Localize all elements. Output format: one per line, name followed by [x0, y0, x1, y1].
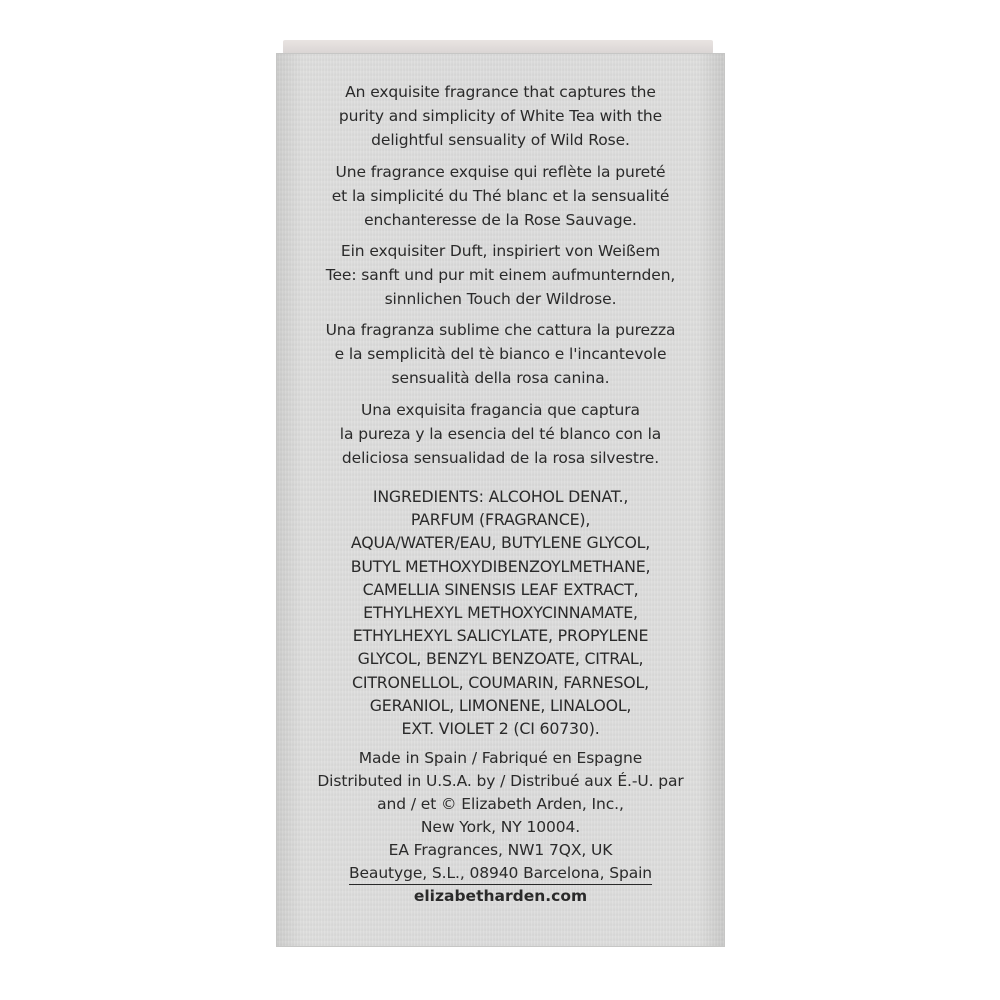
- ingredients-line: PARFUM (FRAGRANCE),: [410, 510, 591, 530]
- description-line: et la simplicité du Thé blanc et la sensualité: [331, 187, 670, 205]
- description-line: enchanteresse de la Rose Sauvage.: [364, 211, 637, 229]
- description-line: Ein exquisiter Duft, inspiriert von Weißem: [340, 242, 661, 260]
- description-line: deliciosa sensualidad de la rosa silvestre.: [341, 449, 660, 467]
- description-line: purity and simplicity of White Tea with the: [338, 107, 663, 125]
- ingredients-line: CITRONELLOL, COUMARIN, FARNESOL,: [352, 672, 649, 692]
- description-line: sinnlichen Touch der Wildrose.: [384, 290, 617, 308]
- description-spanish: [276, 398, 725, 470]
- ingredients-line: GLYCOL, BENZYL BENZOATE, CITRAL,: [357, 649, 644, 669]
- website-text: elizabetharden.com: [413, 887, 588, 905]
- website: [276, 884, 725, 908]
- ingredients-line: ETHYLHEXYL METHOXYCINNAMATE,: [363, 603, 638, 623]
- description-line: Una fragranza sublime che cattura la purezza: [325, 321, 676, 339]
- description-line: la pureza y la esencia del té blanco con la: [339, 425, 662, 443]
- description-line: Una exquisita fragancia que captura: [361, 401, 640, 419]
- manufacturer-line: Made in Spain / Fabriqué en Espagne: [358, 749, 643, 767]
- manufacturer-line: and / et © Elizabeth Arden, Inc.,: [377, 795, 624, 813]
- manufacturer-info: [276, 747, 725, 862]
- description-line: Une fragrance exquise qui reflète la pureté: [335, 163, 666, 181]
- ingredients-line: CAMELLIA SINENSIS LEAF EXTRACT,: [362, 579, 639, 599]
- manufacturer-line: EA Fragrances, NW1 7QX, UK: [388, 841, 613, 859]
- description-english: [276, 80, 725, 152]
- eu-address: [276, 861, 725, 885]
- ingredients-list: [276, 485, 725, 740]
- ingredients-line: GERANIOL, LIMONENE, LINALOOL,: [369, 695, 632, 715]
- ingredients-line: ETHYLHEXYL SALICYLATE, PROPYLENE: [352, 626, 649, 646]
- eu-address-text: Beautyge, S.L., 08940 Barcelona, Spain: [349, 863, 652, 885]
- ingredients-line: EXT. VIOLET 2 (CI 60730).: [401, 719, 600, 739]
- ingredients-line: AQUA/WATER/EAU, BUTYLENE GLYCOL,: [350, 533, 651, 553]
- ingredients-line: BUTYL METHOXYDIBENZOYLMETHANE,: [350, 556, 651, 576]
- box-top-flap: [283, 40, 713, 54]
- manufacturer-line: Distributed in U.S.A. by / Distribué aux É.-U. par: [317, 772, 684, 790]
- ingredients-line: INGREDIENTS: ALCOHOL DENAT.,: [372, 487, 629, 506]
- description-line: sensualità della rosa canina.: [391, 369, 610, 387]
- description-french: [276, 160, 725, 232]
- description-line: e la semplicità del tè bianco e l'incantevole: [334, 345, 667, 363]
- description-italian: [276, 318, 725, 390]
- perfume-box-back-panel: [276, 53, 725, 947]
- description-line: delightful sensuality of Wild Rose.: [371, 131, 630, 149]
- description-line: Tee: sanft und pur mit einem aufmunternden,: [325, 266, 676, 284]
- description-line: An exquisite fragrance that captures the: [345, 83, 656, 101]
- manufacturer-line: New York, NY 10004.: [420, 818, 581, 836]
- description-german: [276, 239, 725, 311]
